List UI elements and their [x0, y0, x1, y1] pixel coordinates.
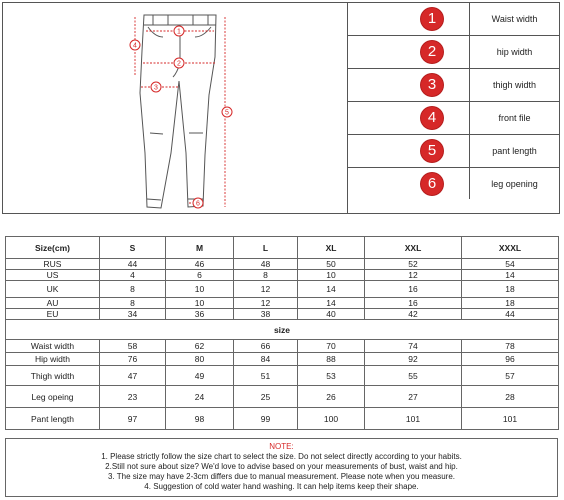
table-cell: 28: [462, 386, 559, 408]
measurements-subheader: size: [6, 320, 559, 340]
legend-row-leg-opening: [348, 168, 559, 199]
table-cell: 18: [462, 281, 559, 298]
table-cell: 55: [365, 366, 462, 386]
table-cell: 44: [462, 309, 559, 320]
table-cell: 6: [166, 270, 234, 281]
table-cell: 14: [298, 298, 365, 309]
table-cell: 96: [462, 353, 559, 366]
size-note: [5, 438, 558, 497]
table-cell: Hip width: [6, 353, 100, 366]
legend-row-waist: [348, 3, 559, 36]
header-cell: XXL: [365, 237, 462, 259]
legend-row-pant-length: [348, 135, 559, 168]
table-row: [6, 386, 559, 408]
table-row: [6, 366, 559, 386]
table-cell: 23: [100, 386, 166, 408]
legend-row-hip: [348, 36, 559, 69]
table-cell: 10: [166, 298, 234, 309]
table-cell: 99: [234, 408, 298, 430]
legend-number: 3: [421, 74, 443, 96]
table-cell: 46: [166, 259, 234, 270]
table-cell: 36: [166, 309, 234, 320]
table-cell: 48: [234, 259, 298, 270]
pants-diagram-panel: [3, 3, 348, 213]
marker-5: [222, 107, 232, 117]
table-cell: 12: [234, 281, 298, 298]
cuff-left: [147, 199, 161, 200]
marker-1: [174, 26, 184, 36]
table-cell: 8: [100, 281, 166, 298]
marker-2: [174, 58, 184, 68]
table-cell: 12: [234, 298, 298, 309]
table-cell: 27: [365, 386, 462, 408]
table-cell: 98: [166, 408, 234, 430]
table-cell: 84: [234, 353, 298, 366]
table-cell: Thigh width: [6, 366, 100, 386]
table-cell: AU: [6, 298, 100, 309]
table-cell: EU: [6, 309, 100, 320]
legend-number: 4: [421, 107, 443, 129]
table-cell: 8: [234, 270, 298, 281]
pants-outline: [140, 15, 216, 208]
table-row: [6, 270, 559, 281]
table-cell: 16: [365, 281, 462, 298]
table-cell: UK: [6, 281, 100, 298]
measurement-guide: [2, 2, 560, 214]
legend-number: 2: [421, 41, 443, 63]
header-cell: XL: [298, 237, 365, 259]
table-cell: 80: [166, 353, 234, 366]
svg-text:5: 5: [225, 109, 229, 117]
table-cell: 18: [462, 298, 559, 309]
legend-label: thigh width: [492, 80, 537, 90]
header-cell: S: [100, 237, 166, 259]
table-cell: 49: [166, 366, 234, 386]
pocket-right: [195, 27, 211, 37]
table-cell: 66: [234, 340, 298, 353]
marker-3: [151, 82, 161, 92]
table-cell: Leg opeing: [6, 386, 100, 408]
note-line-4: 4. Suggestion of cold water hand washing. It can help items keep their shape.: [144, 482, 419, 491]
table-row: [6, 281, 559, 298]
pocket-left: [148, 27, 163, 37]
legend-row-thigh: [348, 69, 559, 102]
legend-label: Waist width: [491, 14, 538, 24]
note-line-1: 1. Please strictly follow the size chart to select the size. Do not select directly according to your habits.: [101, 452, 462, 461]
table-cell: 88: [298, 353, 365, 366]
table-cell: 44: [100, 259, 166, 270]
legend-number: 1: [421, 8, 443, 30]
table-cell: 12: [365, 270, 462, 281]
table-cell: 76: [100, 353, 166, 366]
table-cell: 62: [166, 340, 234, 353]
svg-text:4: 4: [133, 42, 137, 50]
table-row: [6, 408, 559, 430]
note-line-3: 3. The size may have 2-3cm differs due to manual measurement. Please note when you measure.: [108, 472, 455, 481]
table-cell: 24: [166, 386, 234, 408]
table-cell: 92: [365, 353, 462, 366]
note-line-2: 2.Still not sure about size? We'd love to advise based on your measurements of bust, waist and hip.: [105, 462, 458, 471]
pants-diagram: [3, 3, 348, 213]
table-row: [6, 298, 559, 309]
table-cell: 97: [100, 408, 166, 430]
table-cell: 78: [462, 340, 559, 353]
table-cell: 74: [365, 340, 462, 353]
table-cell: 10: [166, 281, 234, 298]
table-cell: 53: [298, 366, 365, 386]
table-cell: 42: [365, 309, 462, 320]
table-cell: 101: [365, 408, 462, 430]
svg-text:6: 6: [196, 200, 200, 208]
table-cell: 50: [298, 259, 365, 270]
table-subheader-row: [6, 320, 559, 340]
table-cell: 47: [100, 366, 166, 386]
seam-left: [150, 133, 163, 134]
table-cell: 40: [298, 309, 365, 320]
legend-label: hip width: [496, 47, 533, 57]
table-cell: 54: [462, 259, 559, 270]
header-cell: L: [234, 237, 298, 259]
table-cell: Pant length: [6, 408, 100, 430]
legend-number: 6: [421, 173, 443, 195]
header-cell: M: [166, 237, 234, 259]
header-cell: Size(cm): [6, 237, 100, 259]
table-cell: 14: [298, 281, 365, 298]
legend-label: pant length: [492, 146, 537, 156]
legend-label: front file: [498, 113, 531, 123]
table-row: [6, 353, 559, 366]
svg-text:1: 1: [177, 28, 181, 36]
measurement-legend: [348, 3, 559, 213]
table-cell: US: [6, 270, 100, 281]
table-cell: 25: [234, 386, 298, 408]
table-cell: 34: [100, 309, 166, 320]
table-cell: 8: [100, 298, 166, 309]
table-cell: Waist width: [6, 340, 100, 353]
table-cell: 70: [298, 340, 365, 353]
marker-6: [193, 198, 203, 208]
table-cell: 16: [365, 298, 462, 309]
table-cell: 52: [365, 259, 462, 270]
note-title: NOTE:: [269, 442, 294, 451]
table-cell: 58: [100, 340, 166, 353]
table-cell: 14: [462, 270, 559, 281]
legend-number: 5: [421, 140, 443, 162]
table-cell: 10: [298, 270, 365, 281]
table-cell: 51: [234, 366, 298, 386]
svg-text:3: 3: [154, 84, 158, 92]
svg-text:2: 2: [177, 60, 181, 68]
table-cell: 101: [462, 408, 559, 430]
table-header-row: [6, 237, 559, 259]
table-cell: RUS: [6, 259, 100, 270]
table-cell: 4: [100, 270, 166, 281]
marker-4: [130, 40, 140, 50]
legend-row-front-file: [348, 102, 559, 135]
header-cell: XXXL: [462, 237, 559, 259]
size-chart-table: [5, 236, 559, 430]
table-row: [6, 309, 559, 320]
table-row: [6, 259, 559, 270]
legend-label: leg opening: [491, 178, 538, 189]
table-cell: 100: [298, 408, 365, 430]
table-cell: 38: [234, 309, 298, 320]
table-cell: 57: [462, 366, 559, 386]
table-cell: 26: [298, 386, 365, 408]
table-row: [6, 340, 559, 353]
